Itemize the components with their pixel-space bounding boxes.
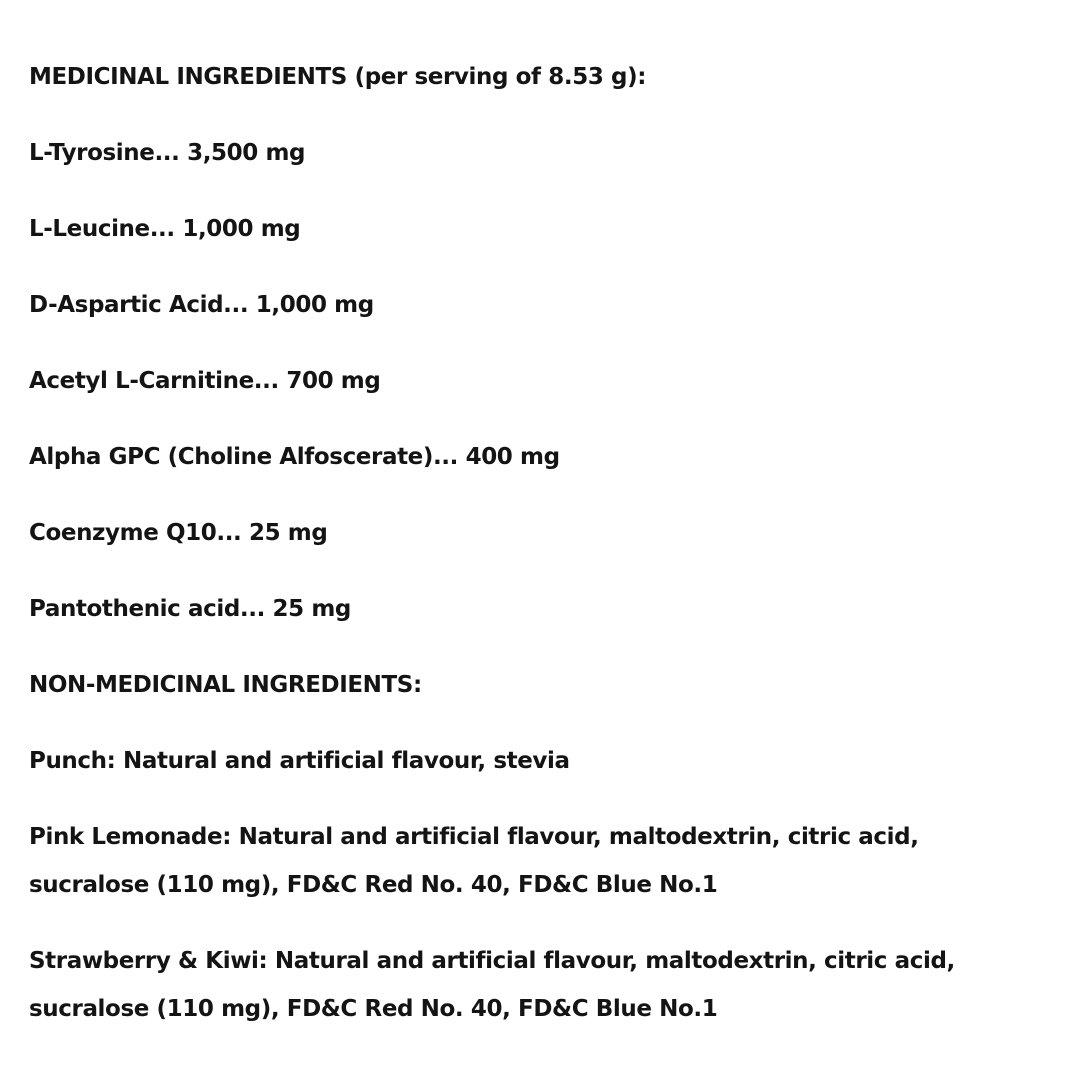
medicinal-ingredient-d-aspartic-acid: D-Aspartic Acid... 1,000 mg <box>29 292 374 318</box>
medicinal-ingredient-acetyl-l-carnitine: Acetyl L-Carnitine... 700 mg <box>29 368 381 394</box>
flavour-strawberry-kiwi: Strawberry & Kiwi: Natural and artificial flavour, maltodextrin, citric acid, sucralose (110 mg), FD&C Red No. 40, FD&C Blue No.1 <box>29 948 955 1022</box>
medicinal-ingredients-heading: MEDICINAL INGREDIENTS (per serving of 8.53 g): <box>29 64 646 90</box>
flavour-pink-lemonade: Pink Lemonade: Natural and artificial flavour, maltodextrin, citric acid, sucralose (110 mg), FD&C Red No. 40, FD&C Blue No.1 <box>29 824 919 898</box>
medicinal-ingredient-l-tyrosine: L-Tyrosine... 3,500 mg <box>29 140 306 166</box>
medicinal-ingredient-alpha-gpc: Alpha GPC (Choline Alfoscerate)... 400 mg <box>29 444 560 470</box>
ingredients-document <box>29 0 1029 1080</box>
non-medicinal-ingredients-heading: NON-MEDICINAL INGREDIENTS: <box>29 672 422 698</box>
flavour-punch: Punch: Natural and artificial flavour, stevia <box>29 748 570 774</box>
medicinal-ingredient-pantothenic-acid: Pantothenic acid... 25 mg <box>29 596 351 622</box>
medicinal-ingredient-l-leucine: L-Leucine... 1,000 mg <box>29 216 301 242</box>
medicinal-ingredient-coenzyme-q10: Coenzyme Q10... 25 mg <box>29 520 328 546</box>
